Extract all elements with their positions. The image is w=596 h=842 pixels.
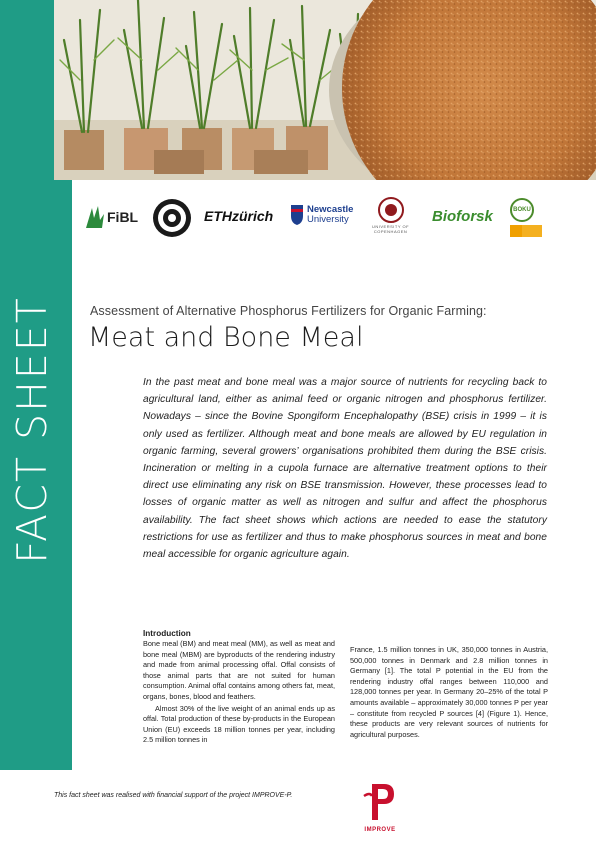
fibl-logo (84, 204, 138, 230)
body-column-right (350, 645, 548, 740)
fibl-leaf-icon (84, 204, 106, 230)
body-column-left (143, 628, 335, 746)
section-heading-introduction: Introduction (143, 629, 191, 638)
bioforsk-logo (432, 208, 493, 225)
partner-logos (84, 196, 584, 250)
newcastle-logo-line2: University (307, 214, 349, 225)
boku-logo (510, 198, 542, 237)
newcastle-logo-line1: Newcastle (307, 204, 354, 215)
newcastle-university-logo (290, 204, 353, 226)
improve-logo-text: IMPROVE (364, 827, 396, 833)
copenhagen-logo-line2: COPENHAGEN (373, 229, 408, 234)
bioforsk-logo-text: Bioforsk (432, 208, 493, 225)
seal-icon (152, 198, 192, 238)
abstract-paragraph: In the past meat and bone meal was a major source of nutrients for recycling back to agricultural land, either as animal feed or organic nitrogen and phosphorus fertilizer. Nowadays – since the Bovine Spongiform Encephalopathy (BSE) crisis in 1999 – it is only used as fertilizer. Although meat and bone meals are allowed by EU regulation in organic farming, several growers’ organisations prohibited them during the BSE crisis. Incineration or melting in a cupola furnace are alternative treatment options to their direct use eliminating any risk on BSE transmission. However, these processes lead to losses of organic matter as well as nitrogen and sulfur and affect the phosphorus availability. The fact sheet shows which actions are needed to ease the statutory restrictions for use as fertilizer and thus to make phosphorus sources in meat and bone meal accessible for organic agriculture again. (143, 377, 547, 561)
sidebar-label-container (2, 290, 62, 570)
boku-color-bar (510, 225, 542, 237)
shield-icon (290, 204, 304, 226)
eth-zurich-logo (204, 208, 273, 224)
document-subtitle: Assessment of Alternative Phosphorus Fertilizers for Organic Farming: (90, 304, 487, 318)
fibl-logo-text: FiBL (107, 209, 139, 225)
boku-badge-icon (510, 198, 534, 222)
eth-logo-text: ETHzürich (204, 208, 274, 224)
funding-note: This fact sheet was realised with financial support of the project IMPROVE-P. (54, 792, 293, 799)
boku-logo-text: BOKU (513, 207, 531, 213)
copenhagen-logo-line1: UNIVERSITY OF (372, 224, 410, 229)
fact-sheet-label: FACT SHEET (8, 296, 56, 564)
copenhagen-seal-icon (378, 196, 404, 224)
intro-paragraph-3: France, 1.5 million tonnes in UK, 350,000 tonnes in Austria, 500,000 tonnes in Denmark and 2.8 million tonnes in Germany [1]. The total P potential in the EU from the rendering industry offal ranges between 110,000 and 128,000 tonnes per year. In Germany 20–25% of the total P amounts available – approximately 30,000 tonnes P per year – constitute from recycled P sources [4] (Figure 1). Hence, these products are very relevant sources of nutrients for agricultural purposes. (350, 645, 548, 739)
header-photo (54, 0, 596, 180)
copenhagen-university-logo (372, 196, 409, 234)
intro-paragraph-1: Bone meal (BM) and meat meal (MM), as well as meat and bone meal (MBM) are byproducts of the rendering industry and made from animal processing offal. Offal consists of those animal parts that are not suited for human consumption. Animal offal contains among others fat, meat, organs, bones, blood and feathers. (143, 639, 335, 701)
intro-paragraph-2: Almost 30% of the live weight of an animal ends up as offal. Total production of these by-products in the European Union (EU) exceeds 18 million tonnes per year, including 2.5 million tonnes in (143, 703, 335, 745)
plants-and-fertilizer-illustration (54, 0, 596, 180)
improve-p-icon (358, 782, 402, 822)
document-title: Meat and Bone Meal (88, 322, 364, 353)
improve-p-logo (358, 782, 402, 832)
hohenheim-seal-logo (152, 198, 192, 238)
